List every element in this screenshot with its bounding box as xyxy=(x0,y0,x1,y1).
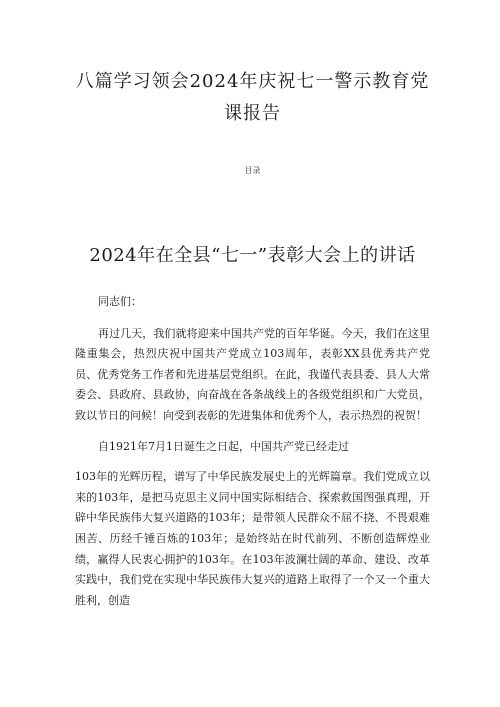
paragraph-3: 103年的光辉历程，谱写了中华民族发展史上的光辉篇章。我们党成立以来的103年，是把马克思主义同中国实际相结合、探索救国图强真理，开辟中华民族伟大复兴道路的103年；是带领人民群众不屈不挠、不畏艰难困苦、历经千锤百炼的103年；是始终站在时代前列、不断创造辉煌业绩，赢得人民衷心拥护的103年。在103年波澜壮阔的革命、建设、改革实践中，我们党在实现中华民族伟大复兴的道路上取得了一个又一个重大胜利，创造 xyxy=(75,470,430,607)
paragraph-2: 自1921年7月1日诞生之日起，中国共产党已经走过 xyxy=(98,439,349,453)
paragraph-1: 再过几天，我们就将迎来中国共产党的百年华诞。今天，我们在这里隆重集会，热烈庆祝中国共产党成立103周年，表彰XX县优秀共产党员、优秀党务工作者和先进基层党组织。在此，我谨代表县委、县人大常委会、县政府、县政协，向奋战在各条战线上的各级党组织和广大党员，致以节日的问候！向受到表彰的先进集体和优秀个人，表示热烈的祝贺！ xyxy=(75,326,430,422)
document-title: 八篇学习领会2024年庆祝七一警示教育党课报告 xyxy=(75,71,430,124)
toc-label: 目录 xyxy=(244,166,261,175)
salutation: 同志们： xyxy=(98,295,142,308)
speech-title: 2024年在全县“七一”表彰大会上的讲话 xyxy=(89,245,416,266)
